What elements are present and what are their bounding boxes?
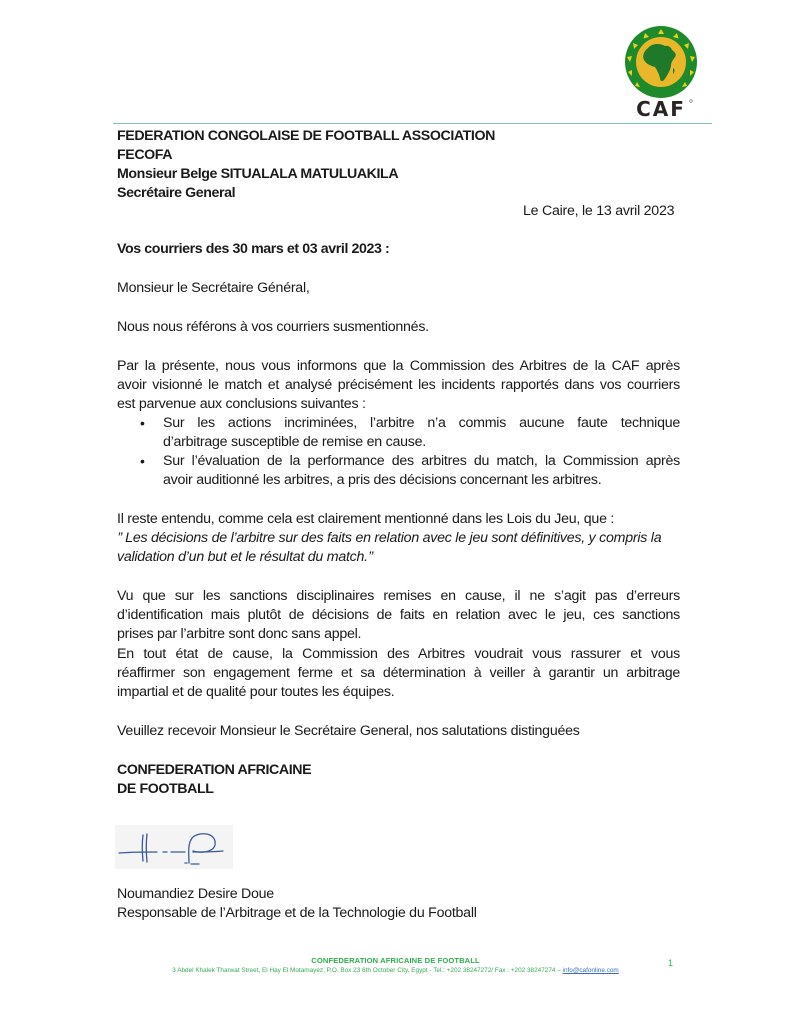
paragraph-reference: Nous nous référons à vos courriers susmentionnés. xyxy=(117,319,429,335)
footer-address-text: 3 Abdel Khalek Tharwat Street, El Hay El Motamayez, P.O. Box 23 6th October City, Egypt - Tel.: +202 38247272/ Fax : +202 38247274 – xyxy=(172,967,563,974)
closing-formula: Veuillez recevoir Monsieur le Secrétaire General, nos salutations distinguées xyxy=(117,723,580,739)
paragraph-reassurance xyxy=(117,645,680,702)
handwritten-signature-icon xyxy=(115,825,233,869)
paragraph-sanctions xyxy=(117,587,680,644)
bullet-line: avoir auditionné les arbitres, a pris des décisions concernant les arbitres. xyxy=(163,472,602,488)
paragraph-line: réaffirmer son engagement ferme et sa détermination à veiller à garantir un arbitrage xyxy=(117,665,680,681)
paragraph-line: En tout état de cause, la Commission des Arbitres voudrait vous rassurer et vous xyxy=(117,646,680,662)
signature xyxy=(115,825,233,869)
page-number: 1 xyxy=(668,958,674,968)
bullet-marker xyxy=(140,414,145,433)
paragraph-conclusions xyxy=(117,357,680,414)
bullet-dot: • xyxy=(140,453,145,469)
footer-email-link[interactable]: info@cafonline.com xyxy=(562,967,619,974)
bullet-item-evaluation xyxy=(163,452,680,490)
recipient-acronym: FECOFA xyxy=(117,147,173,163)
paragraph-line: impartial et de qualité pour toutes les équipes. xyxy=(117,684,395,700)
bullet-line: Sur les actions incriminées, l’arbitre n’a commis aucune faute technique xyxy=(163,415,680,431)
footer-org: CONFEDERATION AFRICAINE DE FOOTBALL xyxy=(311,956,480,965)
bullet-marker xyxy=(140,452,145,471)
bullet-line: Sur l’évaluation de la performance des arbitres du match, la Commission après xyxy=(163,453,680,469)
laws-quote-line: ’’ Les décisions de l’arbitre sur des faits en relation avec le jeu sont définitives, y compris la xyxy=(117,530,662,546)
paragraph-line: prises par l’arbitre sont donc sans appel. xyxy=(117,626,362,642)
signatory-title: Responsable de l’Arbitrage et de la Technologie du Football xyxy=(117,905,477,921)
sender-org-line: DE FOOTBALL xyxy=(117,781,214,797)
footer-address xyxy=(0,967,791,974)
laws-intro: Il reste entendu, comme cela est clairement mentionné dans les Lois du Jeu, que : xyxy=(117,511,615,527)
bullet-line: d’arbitrage susceptible de remise en cause. xyxy=(163,434,426,450)
laws-quote-line: validation d’un but et le résultat du match.’’ xyxy=(117,549,374,565)
signatory-name: Noumandiez Desire Doue xyxy=(117,886,274,902)
caf-emblem-icon xyxy=(615,24,707,120)
caf-logo xyxy=(615,24,707,120)
paragraph-line: d’identification mais plutôt de décisions de faits en relation avec le jeu, ces sanctions xyxy=(117,607,680,623)
bullet-item-actions xyxy=(163,414,680,452)
salutation: Monsieur le Secrétaire Général, xyxy=(117,280,310,296)
caf-logo-text: CAF xyxy=(636,97,686,120)
paragraph-line: avoir visionné le match et analysé précisément les incidents rapportés dans vos courriers xyxy=(117,377,680,393)
letter-subject: Vos courriers des 30 mars et 03 avril 2023 : xyxy=(117,241,390,257)
recipient-federation: FEDERATION CONGOLAISE DE FOOTBALL ASSOCIATION xyxy=(117,128,495,144)
paragraph-line: est parvenue aux conclusions suivantes : xyxy=(117,396,366,412)
recipient-title: Secrétaire General xyxy=(117,185,236,201)
recipient-name: Monsieur Belge SITUALALA MATULUAKILA xyxy=(117,166,399,182)
bullet-dot: • xyxy=(140,415,145,431)
paragraph-line: Par la présente, nous vous informons que la Commission des Arbitres de la CAF après xyxy=(117,358,680,374)
letter-date: Le Caire, le 13 avril 2023 xyxy=(523,203,675,219)
paragraph-line: Vu que sur les sanctions disciplinaires remises en cause, il ne s’agit pas d’erreurs xyxy=(117,588,680,604)
header-rule xyxy=(113,123,712,124)
sender-org-line: CONFEDERATION AFRICAINE xyxy=(117,762,312,778)
